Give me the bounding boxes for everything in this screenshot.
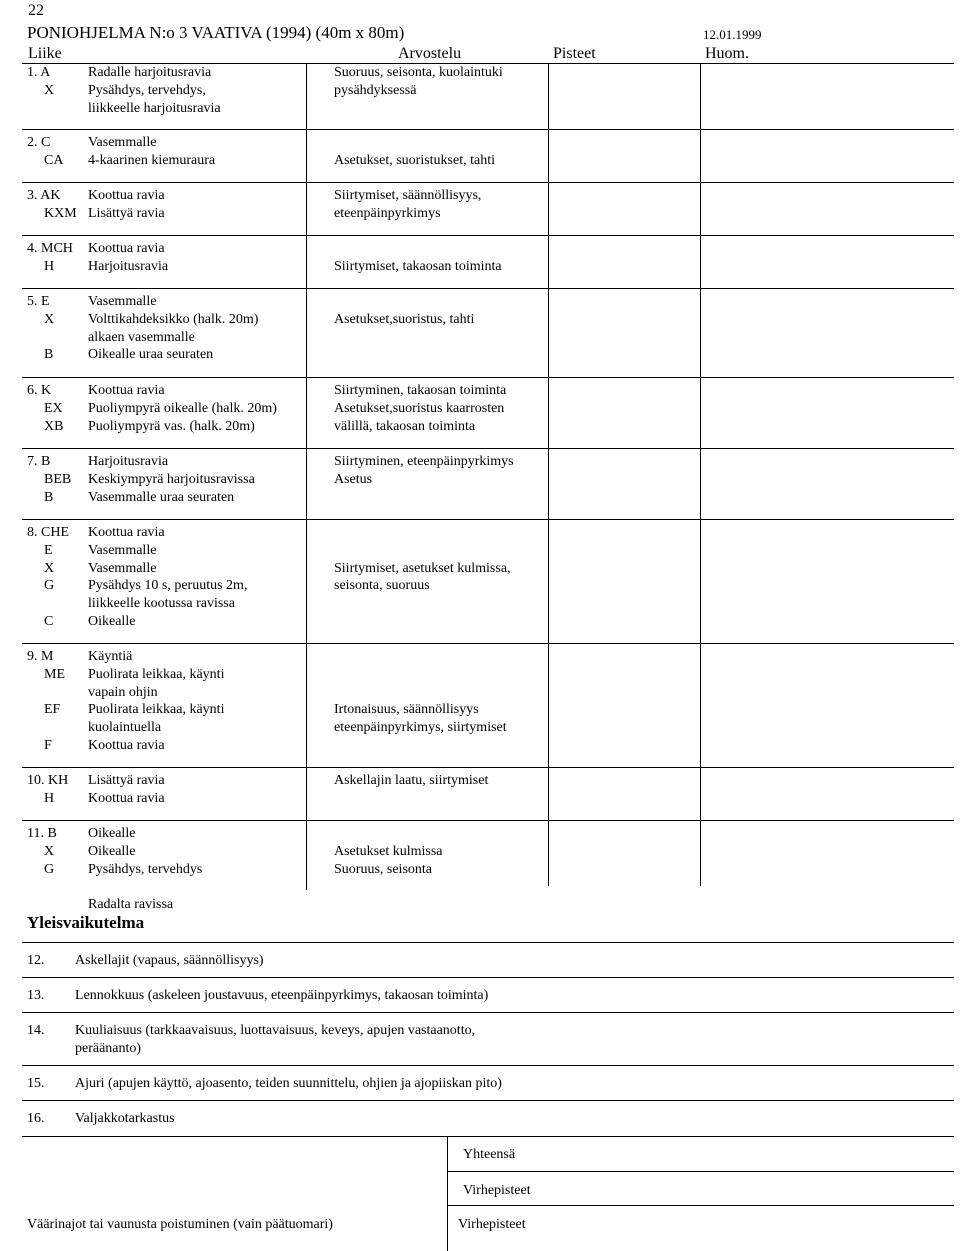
movement-description: Koottua ravia — [88, 790, 165, 806]
movement-description: Koottua ravia — [88, 738, 165, 753]
movement-description: Harjoitusravia — [88, 258, 169, 274]
column-header-pisteet: Pisteet — [553, 45, 596, 62]
movement-code: X — [44, 560, 55, 576]
movement-description: Vasemmalle — [88, 542, 157, 558]
movement-code: B — [44, 489, 54, 505]
totals-rule-2 — [447, 1205, 954, 1206]
movement-code: 11. B — [27, 826, 57, 841]
movement-criteria: Irtonaisuus, säännöllisyys — [334, 702, 479, 718]
movement-description: kuolaintuella — [88, 720, 162, 736]
movement-separator — [22, 377, 954, 378]
general-item-separator — [22, 1012, 954, 1013]
movement-description: Oikealle — [88, 614, 136, 629]
movement-description: Oikealle uraa seuraten — [88, 347, 214, 363]
movement-separator — [22, 288, 954, 289]
movement-code: X — [44, 82, 55, 98]
movement-description: Volttikahdeksikko (halk. 20m) — [88, 311, 259, 327]
page-title: PONIOHJELMA N:o 3 VAATIVA (1994) (40m x 80m) — [27, 23, 405, 42]
general-item-text: peräänanto) — [75, 1041, 142, 1056]
movement-description: Radalle harjoitusravia — [88, 65, 212, 80]
movement-description: Vasemmalle — [88, 135, 157, 150]
movement-criteria: Siirtyminen, eteenpäinpyrkimys — [334, 454, 514, 469]
movement-code: 6. K — [27, 383, 52, 398]
movement-code: 8. CHE — [27, 525, 69, 540]
movement-code: F — [44, 738, 52, 753]
movement-description: Puolirata leikkaa, käynti — [88, 666, 225, 682]
penalty-label: Virhepisteet — [463, 1183, 531, 1198]
movement-description: 4-kaarinen kiemuraura — [88, 152, 216, 168]
movement-criteria: eteenpäinpyrkimys — [334, 205, 441, 221]
movement-description: Harjoitusravia — [88, 454, 169, 469]
movement-criteria: välillä, takaosan toiminta — [334, 418, 476, 434]
general-item-number: 16. — [27, 1111, 45, 1126]
movement-code: 4. MCH — [27, 241, 73, 256]
column-header-huom: Huom. — [705, 45, 749, 62]
movement-description: Koottua ravia — [88, 188, 165, 203]
movement-code: 1. A — [27, 65, 51, 80]
movement-description: Lisättyä ravia — [88, 205, 165, 221]
movement-description: Puoliympyrä oikealle (halk. 20m) — [88, 400, 277, 416]
general-item-number: 15. — [27, 1076, 45, 1091]
movement-separator — [22, 767, 954, 768]
movement-description: Lisättyä ravia — [88, 773, 165, 788]
movement-criteria: eteenpäinpyrkimys, siirtymiset — [334, 720, 507, 736]
movement-criteria: Asetukset, suoristukset, tahti — [334, 152, 495, 168]
movement-description: liikkeelle harjoitusravia — [88, 100, 221, 116]
date-label: 12.01.1999 — [703, 27, 762, 42]
movement-code: CA — [44, 152, 64, 168]
movement-criteria: Siirtyminen, takaosan toiminta — [334, 383, 507, 398]
movement-description: liikkeelle kootussa ravissa — [88, 596, 235, 612]
movement-code: X — [44, 843, 55, 859]
page-number: 22 — [28, 2, 44, 19]
general-item-number: 13. — [27, 988, 45, 1003]
general-item-text: Ajuri (apujen käyttö, ajoasento, teiden suunnittelu, ohjien ja ajopiiskan pito) — [75, 1076, 502, 1091]
general-item-text: Kuuliaisuus (tarkkaavaisuus, luottavaisuus, keveys, apujen vastaanotto, — [75, 1023, 476, 1038]
movement-description: Pysähdys 10 s, peruutus 2m, — [88, 578, 248, 594]
movement-separator — [22, 235, 954, 236]
movement-description: alkaen vasemmalle — [88, 329, 195, 345]
totals-rule-1 — [447, 1171, 954, 1172]
general-item-text: Valjakkotarkastus — [75, 1111, 175, 1126]
movement-code: EX — [44, 400, 63, 416]
movement-criteria: Asetukset,suoristus kaarrosten — [334, 400, 505, 416]
movement-description: Vasemmalle — [88, 560, 157, 576]
movement-code: G — [44, 578, 55, 594]
general-item-text: Askellajit (vapaus, säännöllisyys) — [75, 953, 264, 968]
movement-description: Koottua ravia — [88, 241, 165, 256]
movement-code: ME — [44, 666, 65, 682]
general-item-separator — [22, 942, 954, 943]
movement-criteria: Suoruus, seisonta — [334, 861, 432, 877]
column-divider-notes — [700, 63, 701, 886]
movement-separator — [22, 519, 954, 520]
movement-description: Keskiympyrä harjoitusravissa — [88, 471, 255, 487]
footer-note: Väärinajot tai vaunusta poistuminen (vain päätuomari) — [27, 1217, 333, 1232]
general-item-number: 14. — [27, 1023, 45, 1038]
movement-separator — [22, 448, 954, 449]
movement-separator — [22, 643, 954, 644]
movement-criteria: pysähdyksessä — [334, 82, 417, 98]
general-impression-title: Yleisvaikutelma — [27, 913, 145, 932]
movement-criteria: Asetus — [334, 471, 373, 487]
total-label: Yhteensä — [463, 1147, 516, 1162]
movement-code: 9. M — [27, 649, 54, 664]
movement-code: 3. AK — [27, 188, 61, 203]
movement-code: 2. C — [27, 135, 51, 150]
movement-description: Vasemmalle uraa seuraten — [88, 489, 235, 505]
movement-description: Puoliympyrä vas. (halk. 20m) — [88, 418, 255, 434]
movement-code: BEB — [44, 471, 72, 487]
general-item-number: 12. — [27, 953, 45, 968]
movement-separator — [22, 129, 954, 130]
movement-description: Koottua ravia — [88, 383, 165, 398]
exit-note: Radalta ravissa — [88, 897, 174, 912]
general-item-separator — [22, 1065, 954, 1066]
movement-code: C — [44, 614, 54, 629]
movement-criteria: Asetukset kulmissa — [334, 843, 443, 859]
movement-code: E — [44, 542, 53, 558]
movement-criteria: Askellajin laatu, siirtymiset — [334, 773, 489, 788]
movement-code: 7. B — [27, 454, 51, 469]
movement-criteria: Siirtymiset, takaosan toiminta — [334, 258, 502, 274]
penalty-label-2: Virhepisteet — [458, 1217, 526, 1232]
movement-description: vapain ohjin — [88, 684, 158, 700]
general-item-text: Lennokkuus (askeleen joustavuus, eteenpäinpyrkimys, takaosan toiminta) — [75, 988, 489, 1003]
movement-description: Oikealle — [88, 843, 136, 859]
movement-criteria: Siirtymiset, säännöllisyys, — [334, 188, 482, 203]
movement-description: Puolirata leikkaa, käynti — [88, 702, 225, 718]
movement-criteria: Suoruus, seisonta, kuolaintuki — [334, 65, 503, 80]
general-item-separator — [22, 1136, 954, 1137]
movement-code: 5. E — [27, 294, 50, 309]
movement-code: B — [44, 347, 54, 363]
general-item-separator — [22, 1100, 954, 1101]
movement-code: H — [44, 790, 55, 806]
movement-criteria: Asetukset,suoristus, tahti — [334, 311, 475, 327]
movement-description: Käyntiä — [88, 649, 133, 664]
movement-criteria: Siirtymiset, asetukset kulmissa, — [334, 560, 511, 576]
totals-divider — [447, 1137, 448, 1251]
movement-code: XB — [44, 418, 64, 434]
movement-description: Pysähdys, tervehdys — [88, 861, 203, 877]
movement-code: H — [44, 258, 55, 274]
column-header-liike: Liike — [28, 45, 62, 62]
column-header-arvostelu: Arvostelu — [398, 45, 462, 62]
movement-separator — [22, 182, 954, 183]
movement-code: 10. KH — [27, 773, 69, 788]
movement-code: EF — [44, 702, 61, 718]
movement-code: KXM — [44, 205, 77, 221]
movement-code: X — [44, 311, 55, 327]
movement-description: Oikealle — [88, 826, 136, 841]
column-divider-criteria — [306, 63, 307, 890]
general-item-separator — [22, 977, 954, 978]
movement-code: G — [44, 861, 55, 877]
movement-description: Koottua ravia — [88, 525, 165, 540]
movement-description: Vasemmalle — [88, 294, 157, 309]
movement-criteria: seisonta, suoruus — [334, 578, 430, 594]
movement-description: Pysähdys, tervehdys, — [88, 82, 206, 98]
movement-separator — [22, 820, 954, 821]
column-divider-points — [548, 63, 549, 886]
